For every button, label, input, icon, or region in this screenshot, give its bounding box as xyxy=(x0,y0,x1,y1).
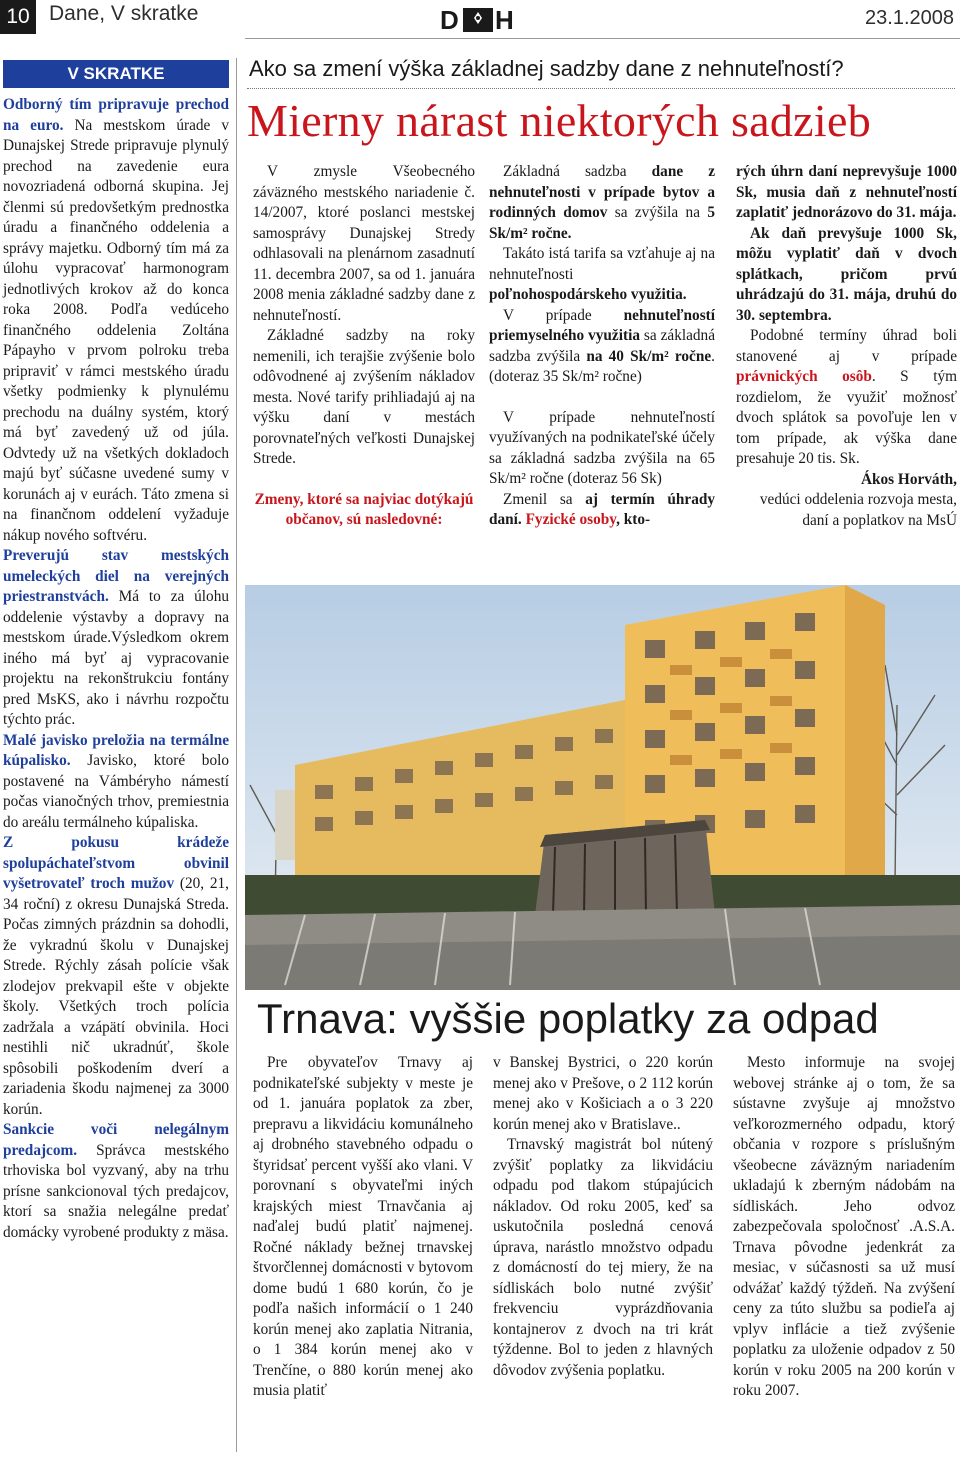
text-run: Podobné termíny úhrad boli stanovené aj v prípade xyxy=(736,327,957,365)
page-number: 10 xyxy=(0,0,36,34)
article-headline: Mierny nárast niektorých sadzieb xyxy=(247,95,871,146)
brief-item xyxy=(3,546,229,731)
page-header xyxy=(0,0,960,38)
paragraph: Trnavský magistrát bol nútený zvýšiť poplatky za likvidáciu odpadu pod tlakom stúpajúcich nákladov. Od roku 2005, keď sa uskutočnila posledná cenová úprava, narástlo množstvo odpadu z domácností do tej miery, že na sídliskách bolo nutné zvýšiť frekvenciu vyprázdňovania kontajnerov z dvoch na tri krát týždenne. Bol to jeden z hlavných dôvodov zvýšenia poplatku. xyxy=(493,1136,713,1379)
text-run: sa základná sadzba zvýšila xyxy=(489,327,715,365)
paragraph xyxy=(489,490,715,531)
kicker-divider xyxy=(247,88,955,89)
paragraph: Mesto informuje na svojej webovej stránke aj o tom, že sa sústavne zvyšuje aj množstvo veľkorozmerného odpadu, ktorý občania v rozpore s príslušným všeobecne záväzným nariadením ukladajú k zberným nádobám na sídliskách. Jeho odvoz zabezpečovala spoločnosť .A.S.A. Trnava pôvodne jedenkrát za mesiac, v súčasnosti sa už musí odvážať každý týždeň. Na zvýšení ceny za túto službu sa podieľa aj vplyv inflácie a tiež zvýšenie poplatku za uloženie odpadov z 50 korún v roku 2005 na 200 korún v roku 2007. xyxy=(733,1054,955,1399)
paragraph xyxy=(736,326,957,470)
article-column-2 xyxy=(489,162,715,531)
paragraph: rých úhrn daní neprevyšuje 1000 Sk, musia daň z nehnuteľností zaplatiť jednorázovo do 31. mája. xyxy=(736,163,957,221)
article2-column-2 xyxy=(493,1053,713,1381)
paragraph: V prípade nehnuteľností využívaných na podnikateľské účely sa základná sadzba zvýšila na 65 Sk/m² ročne (doteraz 56 Sk) xyxy=(489,408,715,487)
paragraph xyxy=(489,306,715,388)
paragraph xyxy=(489,244,715,306)
brief-lead: Malé javisko preložia na termálne kúpalisko. xyxy=(3,731,229,769)
bold-run: nehnuteľností priemyselného využitia xyxy=(489,306,715,344)
paragraph: Ak daň prevyšuje 1000 Sk, môžu vyplatiť daň v dvoch splátkach, pričom prvú uhrádzajú do 31. mája, druhú do 30. septembra. xyxy=(736,224,957,324)
brief-text: Na mestskom úrade v Dunajskej Strede pripravuje plynulý prechod na zavedenie eura novozriadená odborná skupina. Jej členmi sú predovšetkým prednostka úradu a finančného oddelenia a správy majetku. Odborný tím má za úlohu vypracovať harmonogram jednotlivých krokov až do konca roka 2008. Podľa vedúceho finančného oddelenia Zoltána Pápayho v prvom polroku treba pripraviť v rámci mestského úradu všetky podmienky k plynulému prechodu na duálny systém, ktorý má byť zavedený už od júla. Odvtedy už na všetkých dokladoch majú byť súčasne uvedené sumy v korunách aj v eurách. Táto zmena si na finančnom oddelení vyžaduje nákup nového softvéru. xyxy=(3,116,229,544)
red-run: právnických osôb xyxy=(736,368,872,385)
brief-lead: Sankcie voči nelegálnym predajcom. xyxy=(3,1121,229,1159)
brief-item xyxy=(3,731,229,834)
section-title: Dane, V skratke xyxy=(49,2,199,25)
brief-text: Správca mestského trhoviska bol vyzvaný, aby na trhu prísne sankcionoval tých predajcov, ktorí sa snažia nelegálne predať domácky vyrobené produkty z mäsa. xyxy=(3,1141,229,1241)
paragraph: Pre obyvateľov Trnavy aj podnikateľské subjekty v meste je od 1. januára poplatok za zber, prepravu a likvidáciu komunálneho aj drobného stavebného odpadu o štyridsať percent vyšší ako vlani. V porovnaní s obyvateľmi iných krajských miest Trnavčania aj naďalej budú platiť najmenej. Ročné náklady bežnej trnavskej štvorčlennej domácnosti v bytovom dome budú 1 680 korún, čo je podľa našich informácií o 1 240 korún menej ako zaplatia Nitrania, o 1 384 korún menej ako v Trenčíne, o 880 korún menej ako musia platiť xyxy=(253,1054,473,1399)
highlight-paragraph: Zmeny, ktoré sa najviac dotýkajú občanov, sú nasledovné: xyxy=(254,490,474,528)
text-run: Takáto istá tarifa sa vzťahuje aj na nehnuteľnosti xyxy=(489,245,715,283)
paragraph: v Banskej Bystrici, o 220 korún menej ako v Prešove, o 2 112 korún menej ako v Košiciach a o 3 220 korún menej ako v Bratislave.. xyxy=(493,1054,713,1133)
paragraph: Základné sadzby na roky nemenili, ich terajšie zvýšenie bolo odôvodnené aj zvýšením nákladov mesta. Nové tarify prihliadajú aj na výšku daní v mestách porovnateľných veľkosti Dunajskej Strede. xyxy=(253,327,475,467)
article-kicker: Ako sa zmení výška základnej sadzby dane z nehnuteľností? xyxy=(249,56,844,81)
header-divider xyxy=(245,38,960,39)
sidebar-title: V SKRATKE xyxy=(3,60,229,88)
paragraph xyxy=(489,162,715,244)
article-headline-2: Trnava: vyššie poplatky za odpad xyxy=(257,995,879,1042)
article2-column-3 xyxy=(733,1053,955,1402)
text-run: . S tým rozdielom, že využiť možnosť dvoch splátok sa povoľuje len v tom prípade, ak výška dane presahuje 20 tis. Sk. xyxy=(736,368,957,467)
brief-lead: Odborný tím pripravuje prechod na euro. xyxy=(3,96,229,134)
column-divider xyxy=(236,58,237,1452)
author-name: Ákos Horváth, xyxy=(860,470,957,488)
svg-text:D: D xyxy=(440,5,459,34)
brief-item xyxy=(3,95,229,546)
text-run: Zmenil sa xyxy=(503,490,586,508)
brief-item xyxy=(3,833,229,1120)
bold-run: poľnohospodárskeho využitia. xyxy=(489,286,687,303)
svg-text:H: H xyxy=(495,5,514,34)
text-run: sa zvýšila na xyxy=(607,204,708,221)
bold-run: 5 Sk/m² ročne. xyxy=(489,204,715,242)
brief-item xyxy=(3,1120,229,1243)
article-column-1 xyxy=(253,162,475,531)
brief-text: Má to za úlohu oddelenie výstavby a dopravy na mestskom úrade.Výsledkom okrem iného má byť aj vypracovanie projektu na rekonštrukciu fontány pred MsKS, ako i návrhu rozpočtu týchto prác. xyxy=(3,588,229,728)
text-run: Základná sadzba xyxy=(503,163,652,180)
brief-text: (20, 21, 34 roční) z okresu Dunajská Streda. Počas zimných prázdnin sa dohodli, že vykradnú školu v Dunajskej Strede. Rýchly zásah polície však zlodejov prekvapil ešte v objekte školy. Všetkých troch polícia zadržala a vzápätí obvinila. Hoci nestihli nič ukradnúť, škole spôsobili poškodením dverí a zariadenia škodu najmenej za 3000 korún. xyxy=(3,875,229,1118)
bold-run: , kto- xyxy=(616,511,651,528)
issue-date: 23.1.2008 xyxy=(865,7,954,29)
paragraph: V zmysle Všeobecného záväzného mestského nariadenie č. 14/2007, ktoré poslanci mestskej samosprávy Dunajskej Stredy odhlasovali na plenárnom zasadnutí 11. decembra 2007, sa od 1. januára 2008 menia základné sadzby dane z nehnuteľností. xyxy=(253,163,475,324)
text-run: . (doteraz 35 Sk/m² ročne) xyxy=(489,347,715,385)
bold-run: dane z nehnuteľnosti v prípade bytov a rodinných domov xyxy=(489,163,715,221)
text-run: V prípade xyxy=(503,306,624,324)
article2-column-1 xyxy=(253,1053,473,1402)
news-brief-sidebar xyxy=(3,60,229,1452)
article-column-3 xyxy=(736,162,957,531)
sidebar-body xyxy=(3,88,229,1243)
author-role: vedúci oddelenia rozvoja mesta, daní a poplatkov na MsÚ xyxy=(759,491,957,529)
bold-run: aj termín úhrady daní. xyxy=(489,490,715,528)
newspaper-logo xyxy=(439,4,519,34)
brief-lead: Preverujú stav mestských umeleckých diel na verejných priestranstvách. xyxy=(3,547,229,605)
brief-text: Javisko, ktoré bolo postavené na Vámbéryho námestí počas vianočných trhov, premiestnia do areálu termálneho kúpaliska. xyxy=(3,752,229,831)
apartment-building-photo xyxy=(245,585,960,990)
brief-lead: Z pokusu krádeže spolupáchateľstvom obvinil vyšetrovateľ troch mužov xyxy=(3,834,229,892)
bold-run: na 40 Sk/m² ročne xyxy=(586,347,712,365)
red-run: Fyzické osoby xyxy=(521,511,617,528)
